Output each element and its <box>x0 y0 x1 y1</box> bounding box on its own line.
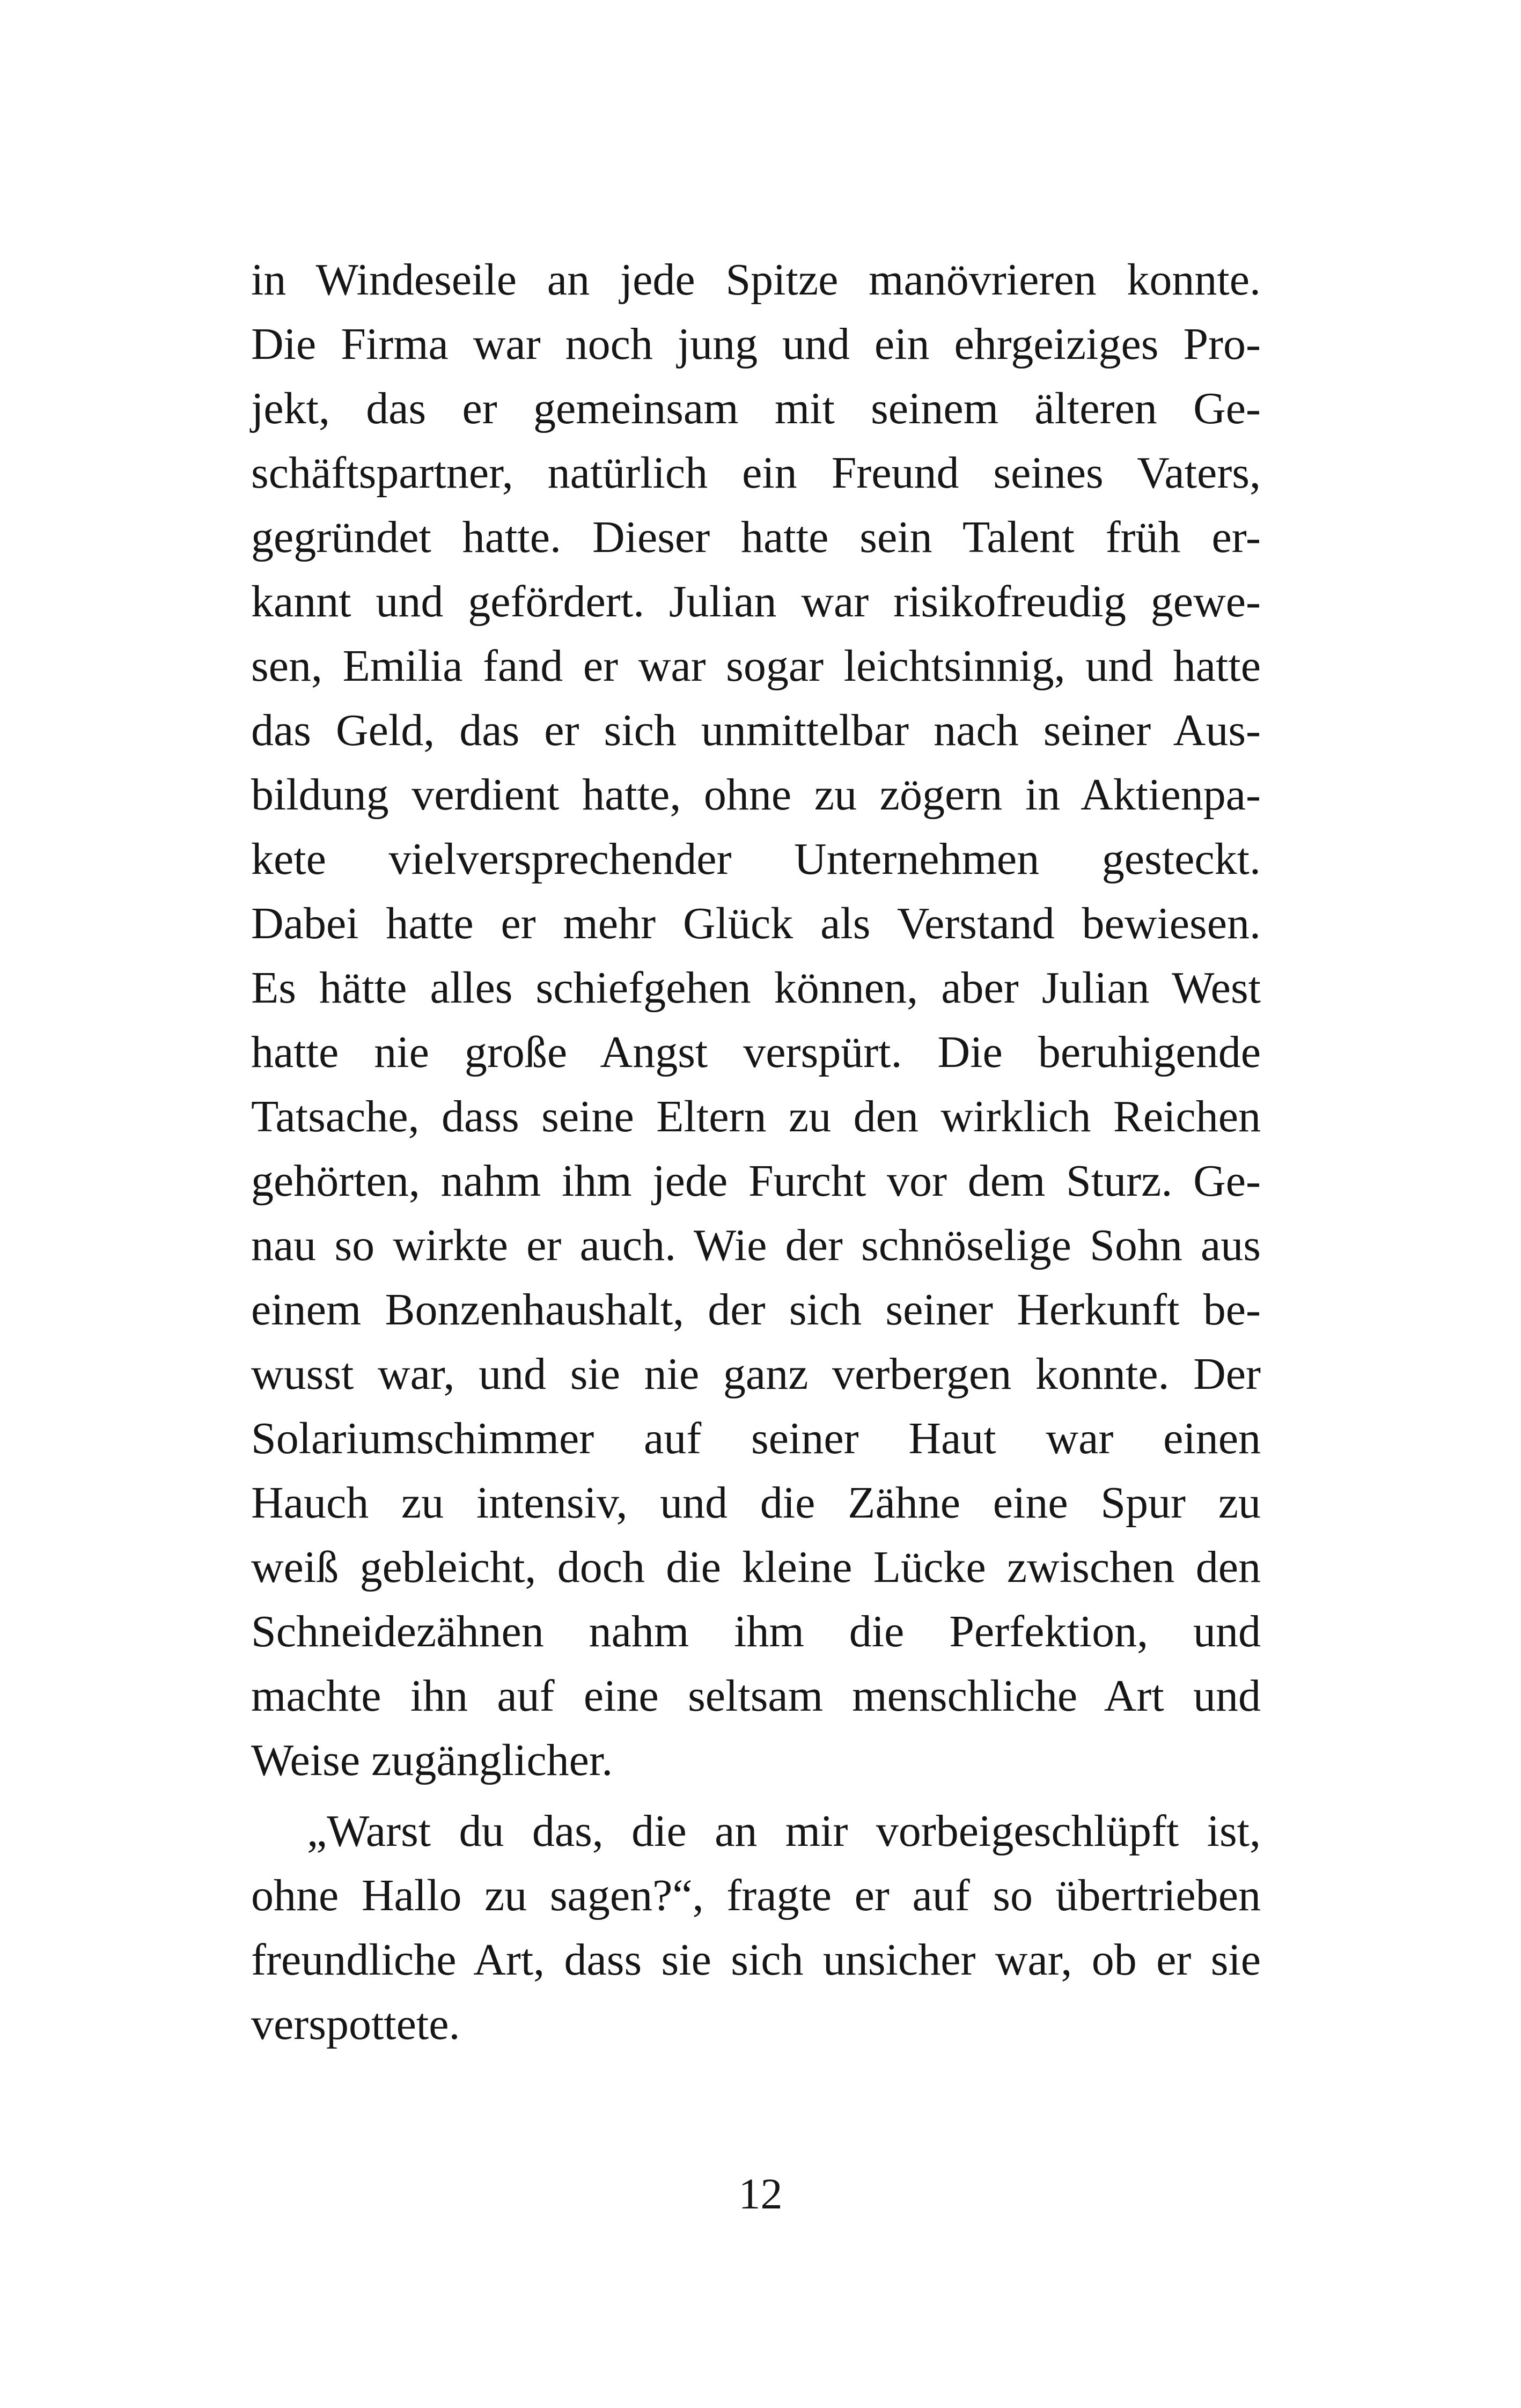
text-line: weiß gebleicht, doch die kleine Lücke zwischen den <box>251 1542 1261 1592</box>
text-line: jekt, das er gemeinsam mit seinem älteren Ge- <box>251 384 1261 433</box>
text-line: das Geld, das er sich unmittelbar nach seiner Aus- <box>251 705 1261 755</box>
paragraph-2 <box>251 1799 1261 2057</box>
text-line: kannt und gefördert. Julian war risikofreudig gewe- <box>251 577 1261 627</box>
text-line: nau so wirkte er auch. Wie der schnöselige Sohn aus <box>251 1220 1261 1270</box>
paragraph-1 <box>251 248 1261 1793</box>
text-line: Es hätte alles schiefgehen können, aber Julian West <box>251 963 1261 1013</box>
text-line: ohne Hallo zu sagen?“, fragte er auf so übertrieben <box>251 1871 1261 1920</box>
paragraph-spacer <box>251 1793 1261 1799</box>
text-line: Die Firma war noch jung und ein ehrgeiziges Pro- <box>251 319 1261 369</box>
text-line: bildung verdient hatte, ohne zu zögern in Aktienpa- <box>251 770 1261 820</box>
text-line: kete vielversprechender Unternehmen gesteckt. <box>251 834 1261 884</box>
text-line: wusst war, und sie nie ganz verbergen konnte. Der <box>251 1349 1261 1399</box>
text-line: in Windeseile an jede Spitze manövrieren konnte. <box>251 255 1261 305</box>
text-line: gegründet hatte. Dieser hatte sein Talent früh er- <box>251 512 1261 562</box>
text-line: sen, Emilia fand er war sogar leichtsinnig, und hatte <box>251 641 1261 691</box>
text-line: Hauch zu intensiv, und die Zähne eine Spur zu <box>251 1478 1261 1528</box>
text-line: Weise zugänglicher. <box>251 1735 613 1785</box>
text-line: freundliche Art, dass sie sich unsicher war, ob er sie <box>251 1935 1261 1985</box>
text-line: machte ihn auf eine seltsam menschliche Art und <box>251 1671 1261 1721</box>
text-line: gehörten, nahm ihm jede Furcht vor dem Sturz. Ge- <box>251 1156 1261 1206</box>
text-line: Schneidezähnen nahm ihm die Perfektion, und <box>251 1607 1261 1656</box>
text-line: hatte nie große Angst verspürt. Die beruhigende <box>251 1027 1261 1077</box>
text-line: einem Bonzenhaushalt, der sich seiner Herkunft be- <box>251 1285 1261 1335</box>
text-line: schäftspartner, natürlich ein Freund seines Vaters, <box>251 448 1261 498</box>
page-number: 12 <box>738 2169 783 2218</box>
text-line: Solariumschimmer auf seiner Haut war einen <box>251 1413 1261 1463</box>
text-line: „Warst du das, die an mir vorbeigeschlüpft ist, <box>307 1806 1261 1856</box>
text-line: Dabei hatte er mehr Glück als Verstand bewiesen. <box>251 899 1261 948</box>
page-body-text <box>251 248 1261 2057</box>
text-line: verspottete. <box>251 1999 460 2049</box>
text-line: Tatsache, dass seine Eltern zu den wirklich Reichen <box>251 1092 1261 1142</box>
